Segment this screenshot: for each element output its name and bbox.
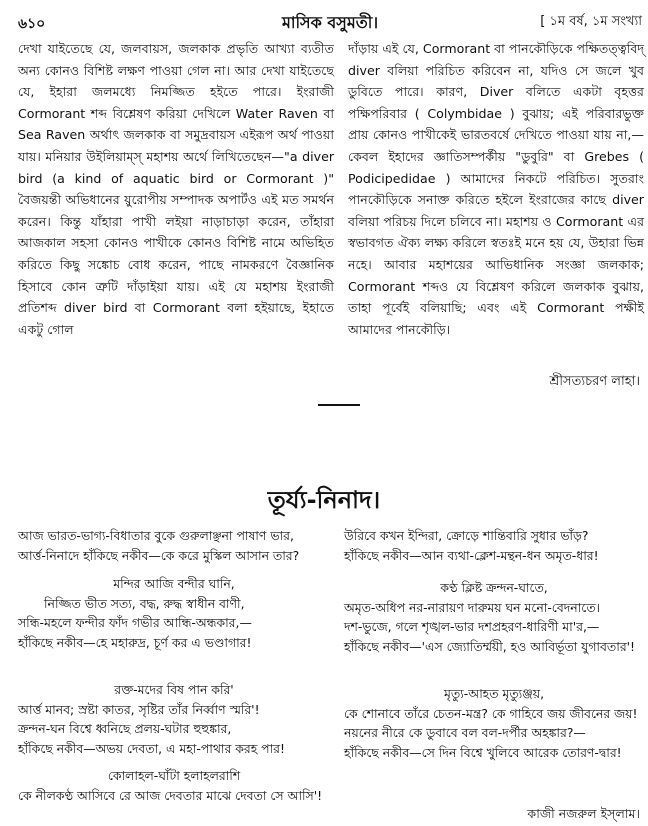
poem-line: আর্ত্ত মানব; স্রষ্টা কাতর, সৃষ্টির তাঁর নির্ব্বাণ স্মরি'! bbox=[18, 701, 260, 717]
poem-line: কে শোনাবে তাঁরে চেতন-মন্ত্র? কে গাহিবে জয় জীবনের জয়! bbox=[344, 705, 638, 721]
poem-right-stanza-2 bbox=[344, 578, 644, 656]
poem-line: সন্ধি-মহলে ফন্দীর ফাঁদ গভীর আন্ধি-অন্ধকার,— bbox=[18, 615, 252, 631]
article-right-column bbox=[348, 38, 644, 340]
poem-line: ক্রন্দন-ঘন বিশ্বে ধ্বনিছে প্রলয়-ঘটার হুহুঙ্কার, bbox=[18, 721, 232, 737]
poem-line: হাঁকিছে নকীব—আন ব্যথা-ক্লেশ-মন্থন-ধন অমৃত-ধার! bbox=[344, 547, 599, 563]
page-header bbox=[18, 10, 642, 32]
poem-line: দশ-ভুজে, গলে শৃঙ্খল-ভার দশপ্রহরণ-ধারিণী মা'র,— bbox=[344, 619, 600, 635]
poem-left-stanza-3 bbox=[18, 680, 330, 758]
issue-label: [ ১ম বর্ষ, ১ম সংখ্যা bbox=[540, 14, 642, 29]
magazine-title: মাসিক বসুমতী। bbox=[281, 13, 379, 32]
poem-line: আজ ভারত-ভাগ্য-বিধাতার বুকে গুরুলাঞ্ছনা পাষাণ ভার, bbox=[18, 528, 294, 543]
poem-left-stanza-2 bbox=[18, 574, 330, 652]
poem-line: উরিবে কখন ইন্দিরা, ক্রোড়ে শান্তিবারি সুধার ভাঁড়? bbox=[344, 528, 589, 543]
stanza-head: মৃত্যু-আহত মৃত্যুঞ্জয়, bbox=[443, 686, 545, 701]
poem-line: আর্ত্ত-নিনাদে হাঁকিছে নকীব—কে করে মুস্কিল আসান তার? bbox=[18, 547, 300, 563]
stanza-head: মন্দির আজি বন্দীর ঘানি, bbox=[113, 576, 235, 591]
poem-line: নিজ্জিত ভীত সত্য, বদ্ধ, রুদ্ধ স্বাধীন বাণী, bbox=[44, 595, 245, 611]
poem-right-stanza-3 bbox=[344, 684, 644, 762]
stanza-head: কোলাহল-ঘাঁটা হলাহলরাশি bbox=[107, 768, 241, 783]
poem-line: হাঁকিছে নকীব—সে দিন বিশ্বে খুলিবে আরেক তোরণ-দ্বার! bbox=[344, 744, 622, 760]
page-number: ৬১০ bbox=[18, 16, 46, 32]
poem-right-opening bbox=[344, 526, 644, 565]
poem-line: নয়নের নীরে কে ডুবাবে বল বল-দর্পীর অহঙ্কার?— bbox=[344, 725, 586, 741]
poem-line: হাঁকিছে নকীব—হে মহারুদ্র, চূর্ণ কর এ ভণ্ডাগার! bbox=[18, 634, 252, 650]
poem-line: কে নীলকণ্ঠ আসিবে রে আজ দেবতার মাঝে দেবতা সে আসি'! bbox=[18, 787, 323, 803]
poet-signature: কাজী নজরুল ইস্‌লাম। bbox=[527, 806, 640, 821]
poem-line: হাঁকিছে নকীব—'এস জ্যোতির্ম্ময়ী, হও আবির্ভূতা যুগাবতার'! bbox=[344, 638, 636, 654]
article-paragraph: দেখা যাইতেছে যে, জলবায়স, জলকাক প্রভৃতি আখ্যা ব্যতীত অন্য কোনও বিশিষ্ট লক্ষণ পাওয়া গেল না। আর দেখা যাইতেছে যে, ইহারা জলমধ্যে নিমজ্জিত হইতে পারে। ইংরাজী Cormorant শব্দ বিশ্লেষণ করিয়া দেখিলে Water Raven বা Sea Raven অর্থাৎ জলকাক বা সমুদ্রবায়স এইরূপ অর্থ পাওয়া যায়। মনিয়ার উইলিয়াম্‌স্‌ মহাশয় অর্থে লিখিতেছেন—"a diver bird (a kind of aquatic bird or Cormorant )" বৈজয়ন্তী অভিধানের য়ুরোপীয় সম্পাদক অপার্টও এই মত সমর্থন করেন। কিন্তু যাঁহারা পাখী লইয়া নাড়াচাড়া করেন, তাঁহারা আজকাল সহসা কোনও পাখীকে কোনও বিশিষ্ট নামে অভিহিত করিতে কিছু সঙ্কোচ বোধ করেন, পাছে নামকরণে বৈজ্ঞানিক হিসাবে কোন ত্রুটি দাঁড়াইয়া যায়। এই যে মহাশয় ইংরাজী প্রতিশব্দ diver bird বা Cormorant বলা হইয়াছে, ইহাতে একটু গোল bbox=[18, 41, 334, 337]
poem-left-stanza-4 bbox=[18, 766, 330, 805]
article-signature: শ্রীসত্যচরণ লাহা। bbox=[549, 374, 640, 389]
poem-line: অমৃত-অধিপ নর-নারায়ণ দারুময় ঘন মনো-বেদনাতে। bbox=[344, 599, 600, 615]
article-left-column bbox=[18, 38, 334, 340]
article-paragraph: দাঁড়ায় এই যে, Cormorant বা পানকৌড়িকে পক্ষিতত্ত্ববিদ্‌ diver বলিয়া পরিচিত করিবেন না, যদিও সে জলে খুব ডুবিতে পারে। কারণ, Diver বলিতে একটা বৃহত্তর পক্ষিপরিবার ( Colymbidae ) বুঝায়; এই পরিবারভুক্ত প্রায় কোনও পাখীকেই ভারতবর্ষে দেখিতে পাওয়া যায় না,—কেবল ইহাদের জ্ঞাতিসম্পর্কীয় "ডুবুরি" বা Grebes ( Podicipedidae ) আমাদের নিকটে পরিচিত। সুতরাং পানকৌড়িকে সনাক্ত করিতে হইলে ইংরাজের কাছে diver বলিয়া পরিচয় দিলে চলিবে না। মহাশয় ও Cormorant এর স্বভাবগত ঐক্য লক্ষ্য করিলে স্বতঃই মনে হয় যে, উহারা ভিন্ন নহে। আবার মহাশয়ের আভিধানিক সংজ্ঞা জলকাক; Cormorant শব্দও যে বিশ্লেষণ করিলে জলকাক বুঝায়, তাহা পূর্বেই বলিয়াছি; এবং এই Cormorant পক্ষীই আমাদের পানকৌড়ি। bbox=[348, 41, 644, 337]
poem-line: হাঁকিছে নকীব—অভয় দেবতা, এ মহা-পাথার করহ পার! bbox=[18, 740, 285, 756]
poem-left-opening bbox=[18, 526, 330, 565]
poem-title: তূর্য্য-নিনাদ। bbox=[267, 486, 381, 514]
stanza-head: রক্ত-মদের বিষ পান করি' bbox=[114, 682, 234, 697]
stanza-head: কণ্ঠ ক্লিষ্ট ক্রন্দন-ঘাতে, bbox=[440, 580, 548, 595]
section-divider bbox=[318, 404, 360, 406]
